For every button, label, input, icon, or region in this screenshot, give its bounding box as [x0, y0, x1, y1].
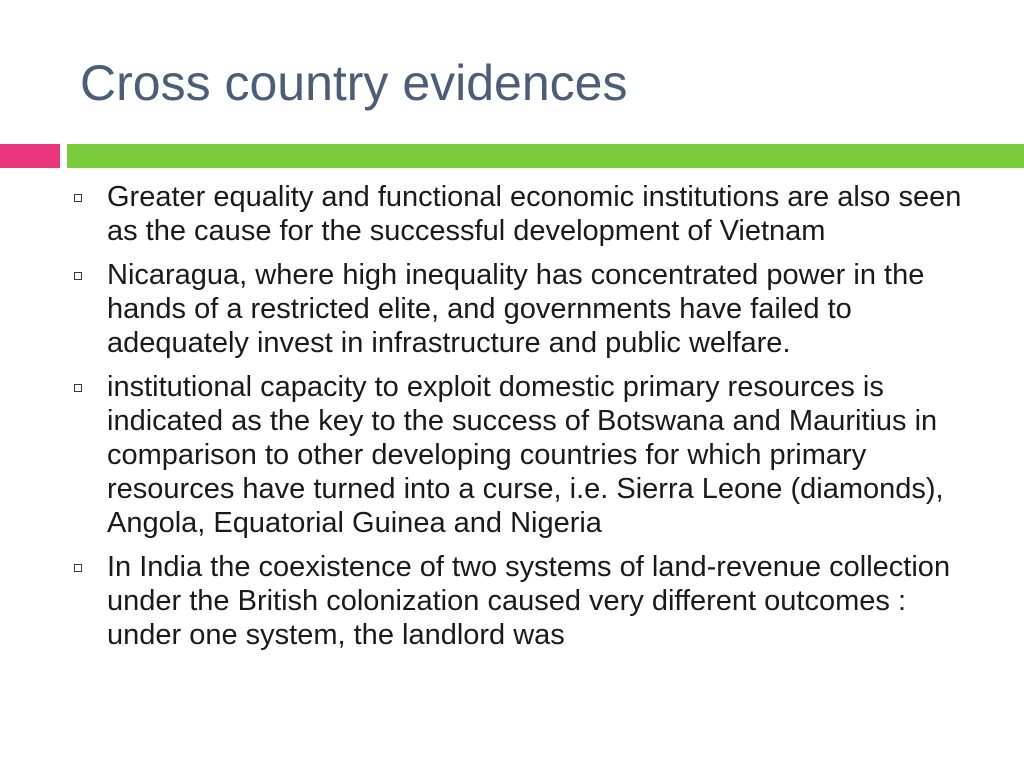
- accent-bar-pink: [0, 144, 60, 168]
- slide-title: Cross country evidences: [80, 55, 628, 111]
- bullet-item-1: [0, 180, 1024, 248]
- bullet-text: Nicaragua, where high inequality has concentrated power in the hands of a restricted elite, and governments have failed to adequately invest in infrastructure and public welfare.: [107, 259, 925, 359]
- accent-bar-green: [67, 144, 1024, 168]
- hollow-square-bullet-icon: [74, 194, 82, 202]
- bullet-text: institutional capacity to exploit domestic primary resources is indicated as the key to the success of Botswana and Mauritius in comparison to other developing countries for which primary resources have turned into a curse, i.e. Sierra Leone (diamonds), Angola, Equatorial Guinea and Nigeria: [107, 371, 944, 539]
- bullet-item-2: [0, 258, 1024, 360]
- bullet-text: In India the coexistence of two systems of land-revenue collection under the British colonization caused very different outcomes : under one system, the landlord was: [107, 551, 951, 651]
- hollow-square-bullet-icon: [74, 564, 82, 572]
- hollow-square-bullet-icon: [74, 272, 82, 280]
- bullet-list: [0, 180, 1024, 662]
- bullet-item-4: [0, 550, 1024, 652]
- bullet-item-3: [0, 370, 1024, 540]
- hollow-square-bullet-icon: [74, 384, 82, 392]
- bullet-text: Greater equality and functional economic institutions are also seen as the cause for the successful development of Vietnam: [107, 181, 962, 247]
